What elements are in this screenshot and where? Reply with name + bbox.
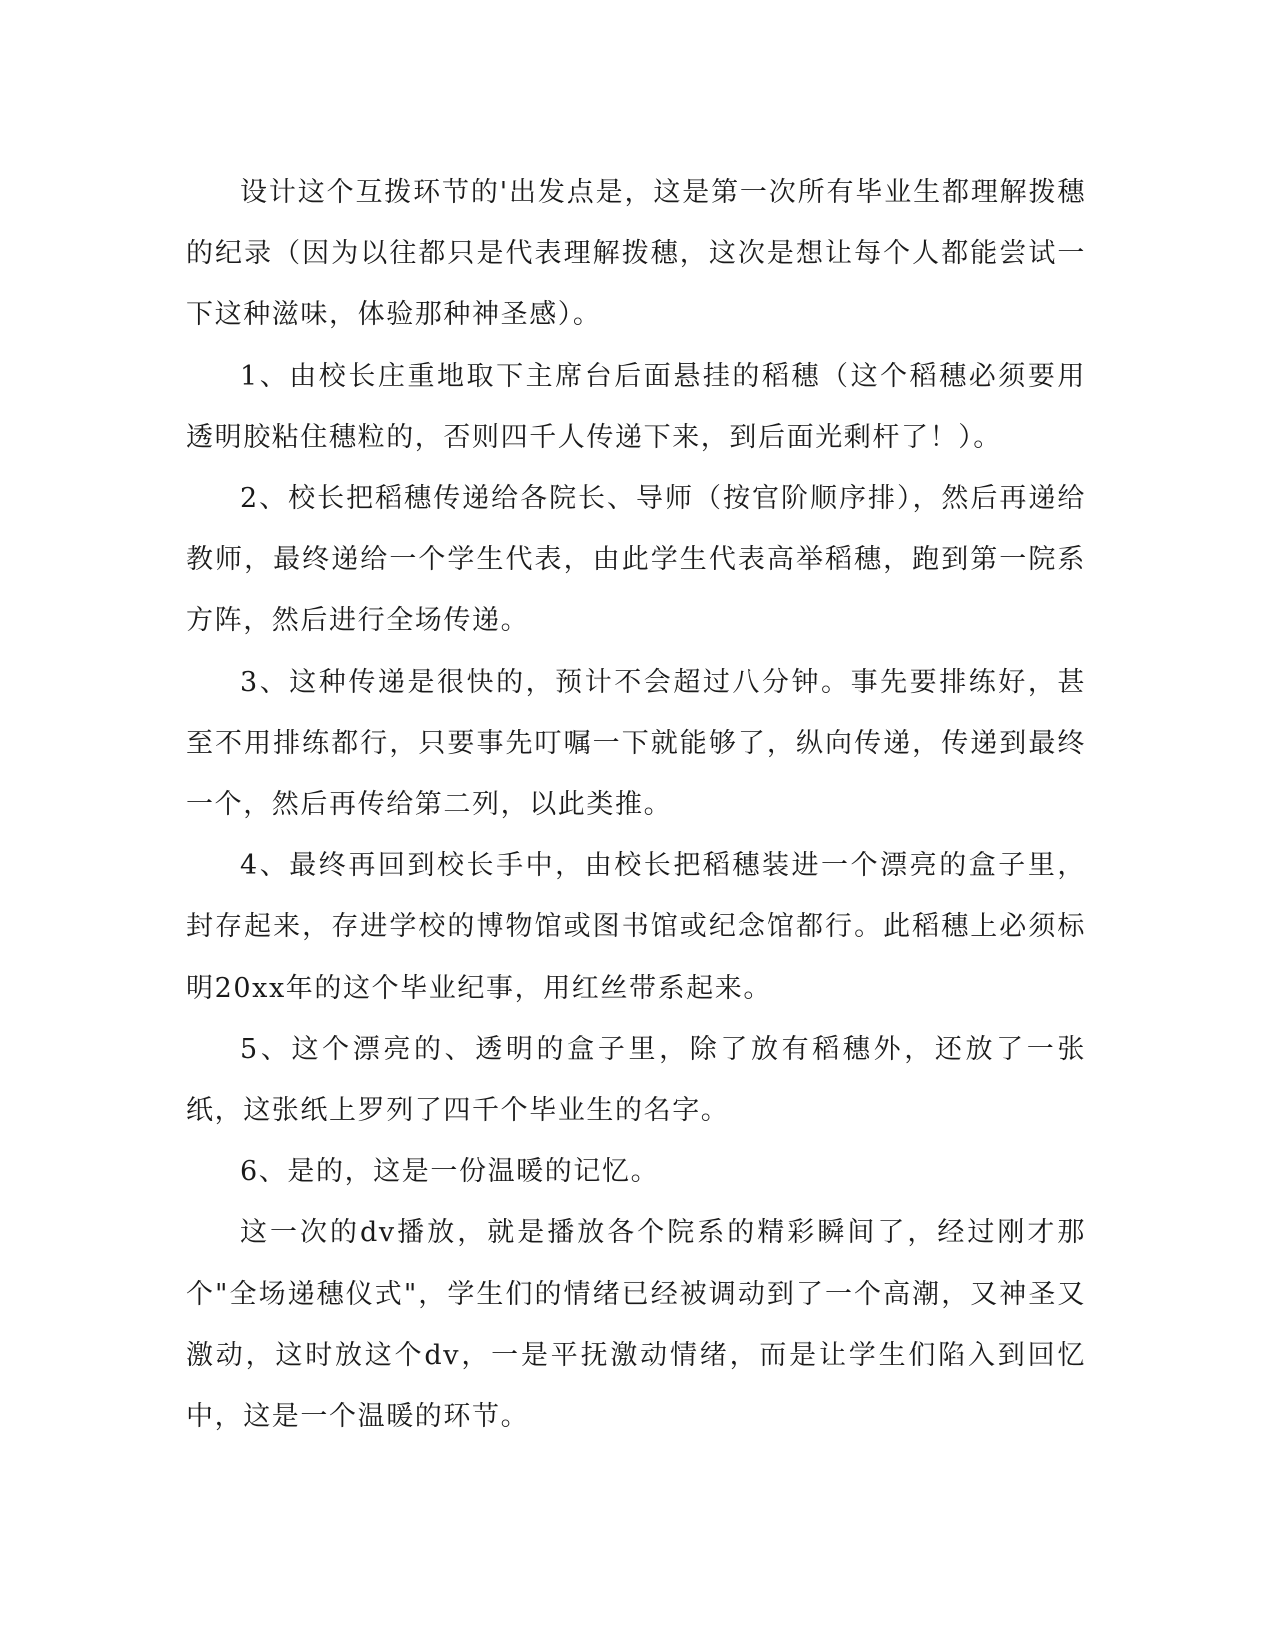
paragraph-step-5: 5、这个漂亮的、透明的盒子里，除了放有稻穗外，还放了一张纸，这张纸上罗列了四千个毕业生的名字。 [186,1033,1086,1127]
body-text [186,162,1086,1447]
paragraph-step-3: 3、这种传递是很快的，预计不会超过八分钟。事先要排练好，甚至不用排练都行，只要事先叮嘱一下就能够了，纵向传递，传递到最终一个，然后再传给第二列，以此类推。 [186,666,1086,821]
paragraph-step-1: 1、由校长庄重地取下主席台后面悬挂的稻穗（这个稻穗必须要用透明胶粘住穗粒的，否则四千人传递下来，到后面光剩杆了！）。 [186,360,1086,453]
paragraph-dv: 这一次的dv播放，就是播放各个院系的精彩瞬间了，经过刚才那个"全场递穗仪式"，学生们的情绪已经被调动到了一个高潮，又神圣又激动，这时放这个dv，一是平抚激动情绪，而是让学生们陷入到回忆中，这是一个温暖的环节。 [186,1217,1086,1433]
paragraph-step-6: 6、是的，这是一份温暖的记忆。 [240,1156,660,1188]
paragraph-step-2: 2、校长把稻穗传递给各院长、导师（按官阶顺序排），然后再递给教师，最终递给一个学生代表，由此学生代表高举稻穗，跑到第一院系方阵，然后进行全场传递。 [186,483,1086,637]
paragraph-step-4: 4、最终再回到校长手中，由校长把稻穗装进一个漂亮的盒子里，封存起来，存进学校的博物馆或图书馆或纪念馆都行。此稻穗上必须标明20xx年的这个毕业纪事，用红丝带系起来。 [186,850,1086,1004]
paragraph-intro: 设计这个互拨环节的'出发点是，这是第一次所有毕业生都理解拨穗的纪录（因为以往都只是代表理解拨穗，这次是想让每个人都能尝试一下这种滋味，体验那种神圣感）。 [186,177,1086,331]
